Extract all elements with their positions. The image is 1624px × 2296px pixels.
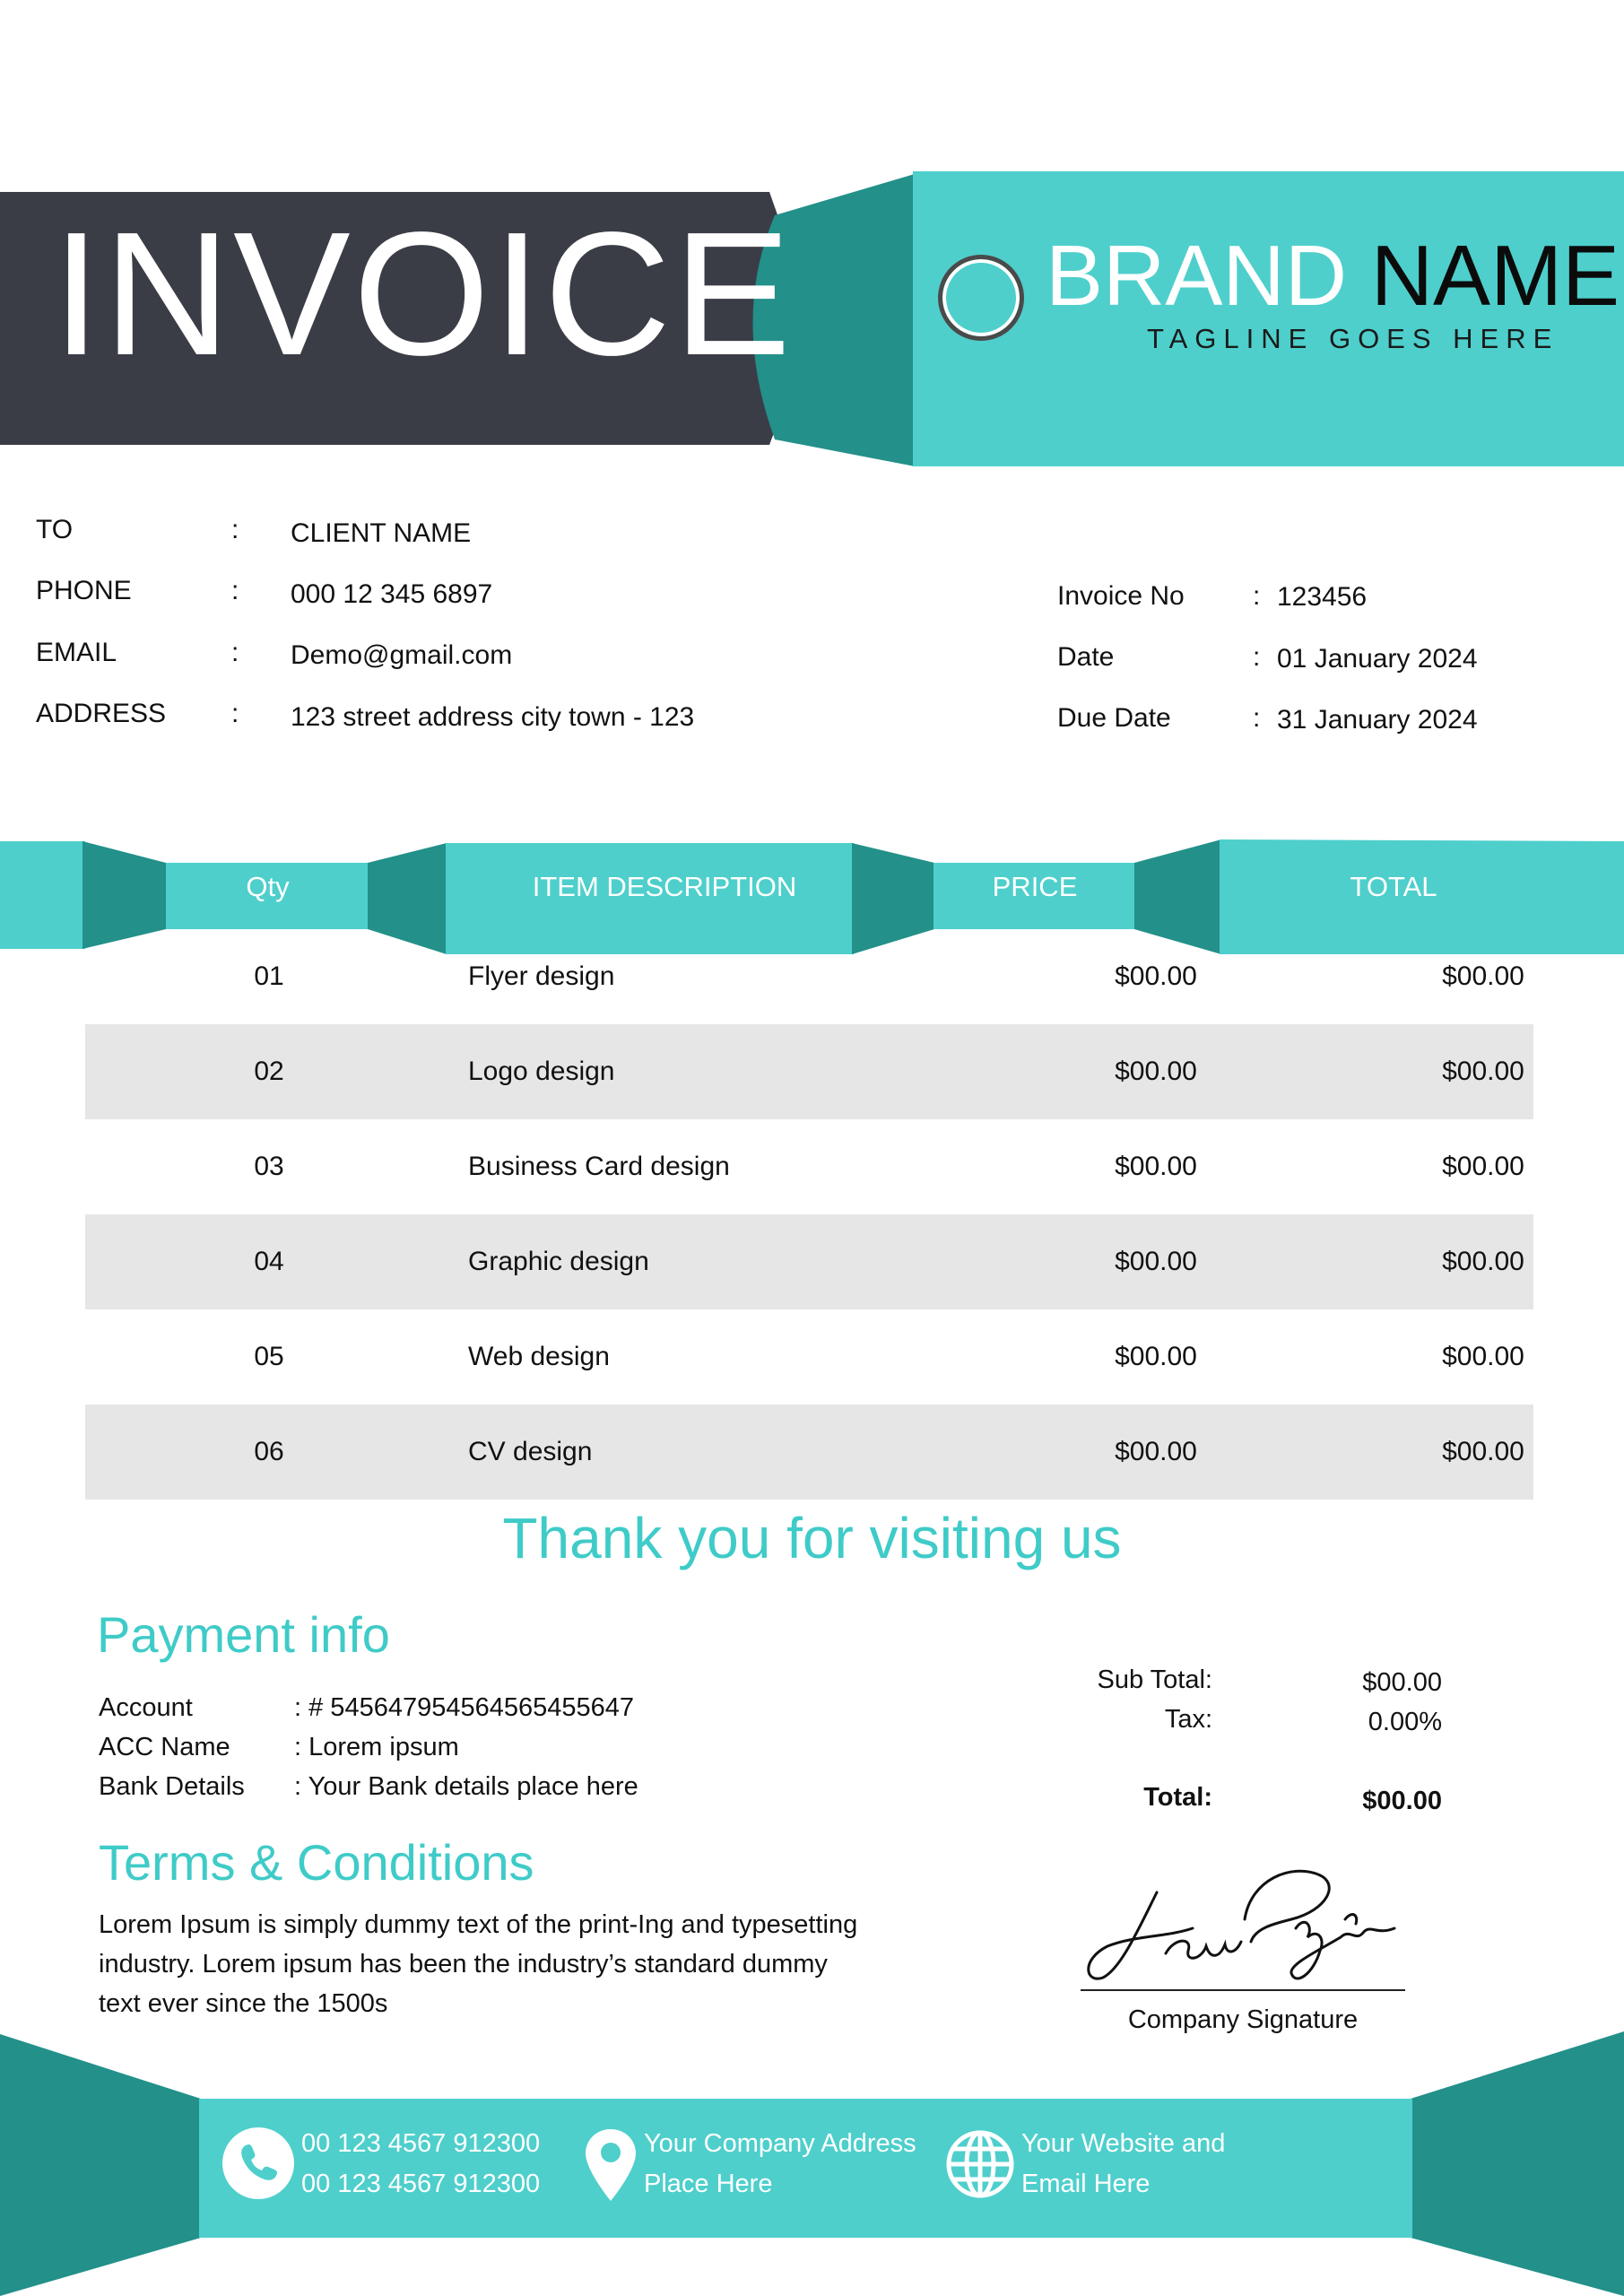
table-row bbox=[85, 929, 1533, 1024]
footer-website-line-2: Email Here bbox=[1021, 2170, 1151, 2198]
total-label: Total: bbox=[1143, 1783, 1212, 1812]
column-header-qty: Qty bbox=[246, 871, 290, 902]
phone-separator: : bbox=[231, 576, 239, 605]
column-header-total: TOTAL bbox=[1350, 871, 1437, 902]
location-pin-icon bbox=[583, 2127, 638, 2203]
row-qty: 04 bbox=[254, 1247, 284, 1276]
subtotal-value: $00.00 bbox=[1362, 1668, 1442, 1697]
row-price: $00.00 bbox=[1115, 1057, 1197, 1086]
address-label: ADDRESS bbox=[36, 699, 167, 728]
row-description: Business Card design bbox=[468, 1152, 730, 1181]
footer-left-fold bbox=[0, 2034, 201, 2296]
row-price: $00.00 bbox=[1115, 1247, 1197, 1276]
phone-icon bbox=[222, 2127, 294, 2199]
acc-name-value bbox=[294, 1733, 459, 1762]
phone-label: PHONE bbox=[36, 576, 132, 605]
row-description: CV design bbox=[468, 1437, 593, 1466]
due-date-label: Due Date bbox=[1057, 703, 1171, 733]
due-date-value: 31 January 2024 bbox=[1277, 705, 1478, 735]
acc-name-separator: : bbox=[294, 1733, 302, 1761]
bank-separator: : bbox=[294, 1772, 302, 1801]
account-separator: : bbox=[294, 1693, 302, 1722]
footer-website-line-1: Your Website and bbox=[1021, 2129, 1226, 2158]
table-row bbox=[85, 1119, 1533, 1214]
address-separator: : bbox=[231, 699, 239, 728]
brand-logo-circle bbox=[938, 255, 1024, 341]
row-qty: 03 bbox=[254, 1152, 284, 1181]
row-description: Graphic design bbox=[468, 1247, 649, 1276]
to-separator: : bbox=[231, 515, 239, 544]
row-total: $00.00 bbox=[1442, 1437, 1524, 1466]
table-row bbox=[85, 1024, 1533, 1119]
date-value: 01 January 2024 bbox=[1277, 644, 1478, 674]
row-total: $00.00 bbox=[1442, 961, 1524, 991]
table-row bbox=[85, 1214, 1533, 1309]
invoice-no-label: Invoice No bbox=[1057, 581, 1185, 611]
email-label: EMAIL bbox=[36, 638, 117, 667]
date-separator: : bbox=[1253, 642, 1261, 672]
row-qty: 05 bbox=[254, 1342, 284, 1371]
footer-address-line-1: Your Company Address bbox=[644, 2129, 916, 2158]
signature-scribble bbox=[1089, 1871, 1394, 1979]
column-header-price: PRICE bbox=[992, 871, 1078, 902]
client-email: Demo@gmail.com bbox=[291, 640, 513, 670]
footer-phone-2: 00 123 4567 912300 bbox=[301, 2170, 541, 2198]
row-qty: 06 bbox=[254, 1437, 284, 1466]
thank-you-message: Thank you for visiting us bbox=[502, 1506, 1122, 1570]
subtotal-label: Sub Total: bbox=[1097, 1665, 1212, 1694]
brand-name-first: BRAND bbox=[1046, 228, 1348, 324]
terms-body: Lorem Ipsum is simply dummy text of the print-Ing and typesetting industry. Lorem ipsum has been the industry’s standard dummy text ever since the 1500s bbox=[99, 1910, 858, 2018]
footer-phone-1: 00 123 4567 912300 bbox=[301, 2129, 541, 2158]
row-description: Web design bbox=[468, 1342, 610, 1371]
client-address: 123 street address city town - 123 bbox=[291, 702, 695, 732]
row-total: $00.00 bbox=[1442, 1057, 1524, 1086]
row-qty: 01 bbox=[254, 961, 284, 991]
brand-tagline: TAGLINE GOES HERE bbox=[1147, 323, 1559, 354]
terms-heading: Terms & Conditions bbox=[99, 1834, 534, 1891]
due-date-separator: : bbox=[1253, 703, 1261, 733]
globe-icon bbox=[945, 2129, 1015, 2199]
row-description: Logo design bbox=[468, 1057, 615, 1086]
table-ribbon-left bbox=[0, 841, 85, 949]
signature-line bbox=[1081, 1989, 1405, 1991]
brand-name-second: NAME bbox=[1370, 228, 1620, 324]
row-price: $00.00 bbox=[1115, 1437, 1197, 1466]
brand-name bbox=[1046, 228, 1620, 324]
invoice-no-value: 123456 bbox=[1277, 582, 1368, 612]
account-number: # 545647954564565455647 bbox=[308, 1693, 635, 1722]
email-separator: : bbox=[231, 638, 239, 667]
account-label: Account bbox=[99, 1693, 193, 1722]
bank-details-value bbox=[294, 1772, 638, 1802]
client-phone: 000 12 345 6897 bbox=[291, 579, 493, 609]
client-name: CLIENT NAME bbox=[291, 518, 472, 548]
row-total: $00.00 bbox=[1442, 1247, 1524, 1276]
row-description: Flyer design bbox=[468, 961, 615, 991]
invoice-title: INVOICE bbox=[52, 196, 794, 392]
acc-name-text: Lorem ipsum bbox=[308, 1733, 459, 1761]
row-price: $00.00 bbox=[1115, 1342, 1197, 1371]
date-label: Date bbox=[1057, 642, 1115, 672]
signature-label: Company Signature bbox=[1127, 2005, 1359, 2034]
payment-info-heading: Payment info bbox=[97, 1606, 390, 1663]
account-value bbox=[294, 1693, 634, 1723]
total-value: $00.00 bbox=[1362, 1787, 1442, 1815]
footer-right-fold bbox=[1411, 2031, 1624, 2296]
table-row bbox=[85, 1405, 1533, 1500]
bank-details-label: Bank Details bbox=[99, 1772, 245, 1801]
row-total: $00.00 bbox=[1442, 1152, 1524, 1181]
to-label: TO bbox=[36, 515, 74, 544]
table-row bbox=[85, 1309, 1533, 1405]
tax-label: Tax: bbox=[1164, 1705, 1212, 1734]
footer-address-line-2: Place Here bbox=[644, 2170, 773, 2198]
acc-name-label: ACC Name bbox=[99, 1733, 230, 1761]
column-header-description: ITEM DESCRIPTION bbox=[532, 871, 797, 902]
bank-details-text: Your Bank details place here bbox=[308, 1772, 638, 1801]
invoice-no-separator: : bbox=[1253, 581, 1261, 611]
tax-value: 0.00% bbox=[1368, 1708, 1442, 1736]
row-price: $00.00 bbox=[1115, 961, 1197, 991]
row-total: $00.00 bbox=[1442, 1342, 1524, 1371]
row-qty: 02 bbox=[254, 1057, 284, 1086]
row-price: $00.00 bbox=[1115, 1152, 1197, 1181]
